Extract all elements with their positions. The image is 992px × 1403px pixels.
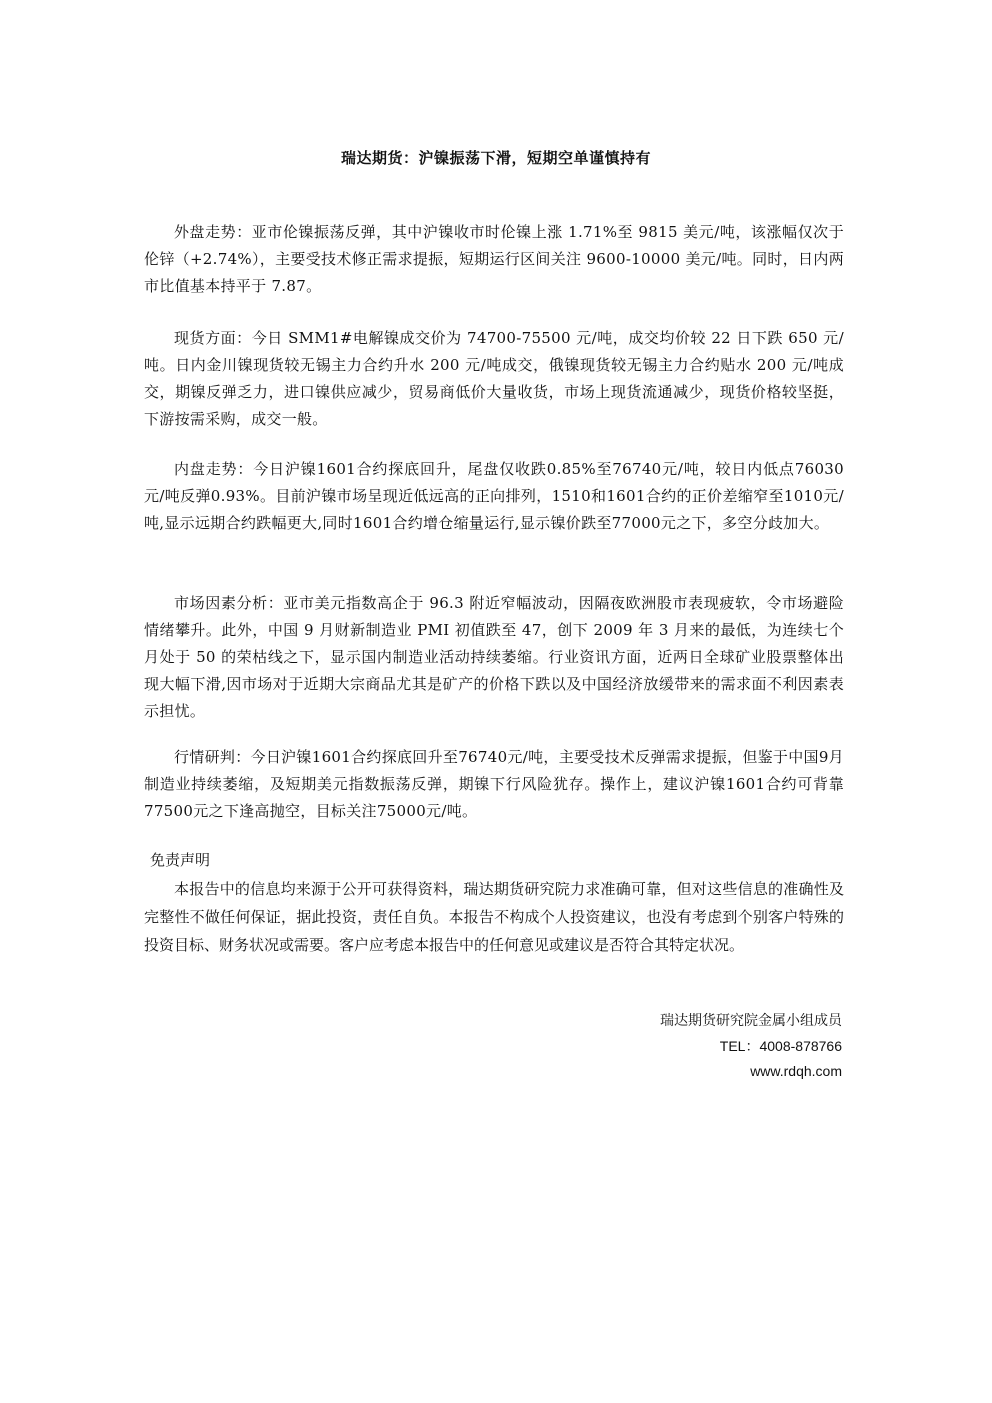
paragraph-overseas-market: 外盘走势：亚市伦镍振荡反弹，其中沪镍收市时伦镍上涨 1.71%至 9815 美元/吨，该涨幅仅次于伦锌（+2.74%），主要受技术修正需求提振，短期运行区间关注 9600-10000 美元/吨。同时，日内两市比值基本持平于 7.87。 [144, 223, 844, 295]
disclaimer-heading: 免责声明 [150, 851, 211, 869]
paragraph-market-outlook: 行情研判：今日沪镍1601合约探底回升至76740元/吨，主要受技术反弹需求提振，但鉴于中国9月制造业持续萎缩，及短期美元指数振荡反弹，期镍下行风险犹存。操作上，建议沪镍1601合约可背靠77500元之下逢高抛空，目标关注75000元/吨。 [144, 748, 844, 820]
signature-tel: TEL：4008-878766 [719, 1038, 842, 1054]
signature-org: 瑞达期货研究院金属小组成员 [660, 1013, 842, 1029]
document-title: 瑞达期货：沪镍振荡下滑，短期空单谨慎持有 [340, 149, 651, 167]
paragraph-market-factors: 市场因素分析：亚市美元指数高企于 96.3 附近窄幅波动，因隔夜欧洲股市表现疲软，令市场避险情绪攀升。此外，中国 9 月财新制造业 PMI 初值跌至 47，创下 2009 年 3 月来的最低，为连续七个月处于 50 的荣枯线之下，显示国内制造业活动持续萎缩。行业资讯方面，近两日全球矿业股票整体出现大幅下滑,因市场对于近期大宗商品尤其是矿产的价格下跌以及中国经济放缓带来的需求面不利因素表示担忧。 [144, 594, 844, 720]
paragraph-domestic-market: 内盘走势：今日沪镍1601合约探底回升，尾盘仅收跌0.85%至76740元/吨，较日内低点76030元/吨反弹0.93%。目前沪镍市场呈现近低远高的正向排列，1510和1601合约的正价差缩窄至1010元/吨,显示远期合约跌幅更大,同时1601合约增仓缩量运行,显示镍价跌至77000元之下，多空分歧加大。 [144, 460, 844, 532]
disclaimer-body: 本报告中的信息均来源于公开可获得资料，瑞达期货研究院力求准确可靠，但对这些信息的准确性及完整性不做任何保证，据此投资，责任自负。本报告不构成个人投资建议，也没有考虑到个别客户特殊的投资目标、财务状况或需要。客户应考虑本报告中的任何意见或建议是否符合其特定状况。 [144, 880, 844, 954]
paragraph-spot-market: 现货方面：今日 SMM1#电解镍成交价为 74700-75500 元/吨，成交均价较 22 日下跌 650 元/吨。日内金川镍现货较无锡主力合约升水 200 元/吨成交，俄镍现货较无锡主力合约贴水 200 元/吨成交，期镍反弹乏力，进口镍供应减少，贸易商低价大量收货，市场上现货流通减少，现货价格较坚挺，下游按需采购，成交一般。 [144, 329, 844, 428]
signature-website[interactable]: www.rdqh.com [750, 1063, 842, 1079]
